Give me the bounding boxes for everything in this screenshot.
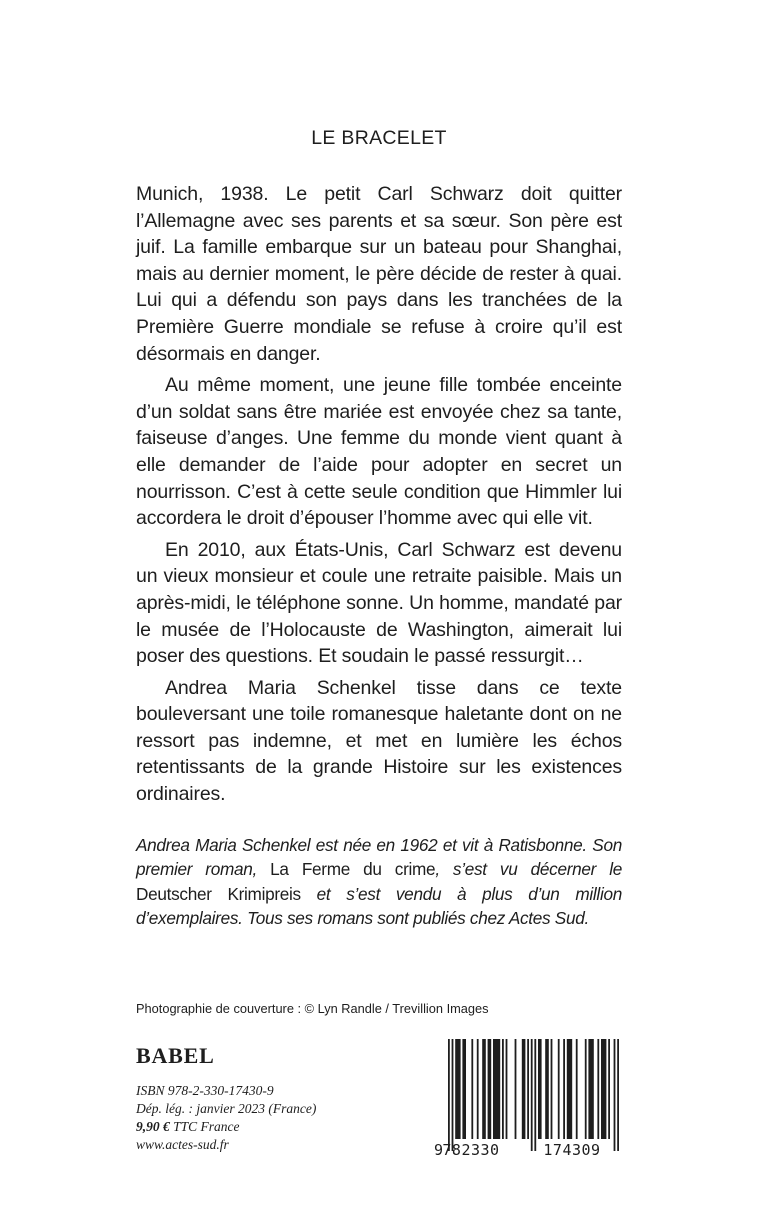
first-novel-title: La Ferme du crime <box>270 859 436 880</box>
prize-name: Deutscher Krimipreis <box>136 883 301 904</box>
synopsis-paragraph-2: Au même moment, une jeune fille tombée enceinte d’un soldat sans être mariée est envoyée chez sa tante, faiseuse d’anges. Une femme du monde vient quant à elle demander de l’aide pour adopter en secret un nourrisson. C’est à cette seule condition que Himmler lui accordera le droit d’épouser l’homme avec qui elle vit. <box>136 374 622 530</box>
barcode <box>429 1039 625 1158</box>
barcode-bar <box>527 1039 529 1139</box>
barcode-bar <box>471 1039 473 1139</box>
synopsis-paragraph-4: Andrea Maria Schenkel tisse dans ce texte bouleversant une toile romanesque haletante dont on ne ressort pas indemne, et met en lumière les échos retentissants de la grande Histoire sur les existences ordinaires. <box>136 676 622 806</box>
photo-credit: Photographie de couverture : © Lyn Randle / Trevillion Images <box>136 1001 489 1016</box>
barcode-right-digits: 174309 <box>543 1141 601 1158</box>
barcode-bar <box>455 1039 460 1139</box>
synopsis-paragraph-1: Munich, 1938. Le petit Carl Schwarz doit quitter l’Allemagne avec ses parents et sa sœur. Son père est juif. La famille embarque sur un bateau pour Shanghai, mais au dernier moment, le père décide de rester à quai. Lui qui a défendu son pays dans les tranchées de la Première Guerre mondiale se refuse à croire qu’il est désormais en danger. <box>136 183 622 365</box>
barcode-bar <box>545 1039 549 1139</box>
barcode-bar <box>477 1039 479 1139</box>
barcode-bar <box>558 1039 560 1139</box>
barcode-first-digit: 9 <box>434 1141 444 1158</box>
publisher-logo: BABEL <box>136 1043 215 1068</box>
barcode-bar <box>567 1039 572 1139</box>
barcode-bar <box>482 1039 486 1139</box>
barcode-bar <box>506 1039 508 1139</box>
barcode-bar <box>534 1039 536 1151</box>
barcode-bar <box>551 1039 553 1139</box>
barcode-left-digits: 782330 <box>442 1141 500 1158</box>
publication-details <box>136 1082 316 1154</box>
price-line <box>136 1118 316 1136</box>
synopsis <box>136 181 622 813</box>
barcode-bar <box>493 1039 500 1139</box>
barcode-bar <box>462 1039 466 1139</box>
barcode-bar <box>522 1039 526 1139</box>
barcode-bar <box>538 1039 542 1139</box>
barcode-bar <box>502 1039 504 1139</box>
barcode-bar <box>617 1039 619 1151</box>
barcode-bar <box>563 1039 565 1139</box>
barcode-bar <box>601 1039 606 1139</box>
synopsis-paragraph-3: En 2010, aux États-Unis, Carl Schwarz est devenu un vieux monsieur et coule une retraite paisible. Mais un après-midi, le téléphone sonne. Un homme, mandaté par le musée de l’Holocauste de Washington, aimerait lui poser des questions. Et soudain le passé ressurgit… <box>136 538 622 668</box>
price: 9,90 € <box>136 1119 170 1134</box>
barcode-bar <box>588 1039 593 1139</box>
barcode-bar <box>614 1039 616 1151</box>
isbn: ISBN 978-2-330-17430-9 <box>136 1083 274 1098</box>
author-bio-text: , s’est vu décerner le <box>435 859 622 880</box>
barcode-bar <box>597 1039 599 1139</box>
price-note: TTC France <box>169 1119 240 1134</box>
author-bio-text: et s’est vendu à plus d’un million d’exemplaires. Tous ses romans sont publiés chez Actes Sud. <box>136 883 622 928</box>
barcode-bar <box>608 1039 610 1139</box>
barcode-bar <box>452 1039 454 1151</box>
legal-deposit: Dép. lég. : janvier 2023 (France) <box>136 1101 317 1116</box>
barcode-bar <box>585 1039 587 1139</box>
author-bio-text: Andrea Maria Schenkel est née en 1962 et vit à Ratisbonne. Son premier roman, <box>136 835 622 880</box>
barcode-bar <box>448 1039 450 1151</box>
barcode-graphic <box>429 1039 625 1158</box>
barcode-bar <box>531 1039 533 1151</box>
author-bio <box>136 833 622 930</box>
website: www.actes-sud.fr <box>136 1137 229 1152</box>
barcode-bar <box>576 1039 578 1139</box>
barcode-bar <box>515 1039 517 1139</box>
book-title: LE BRACELET <box>311 127 447 149</box>
barcode-bar <box>488 1039 492 1139</box>
